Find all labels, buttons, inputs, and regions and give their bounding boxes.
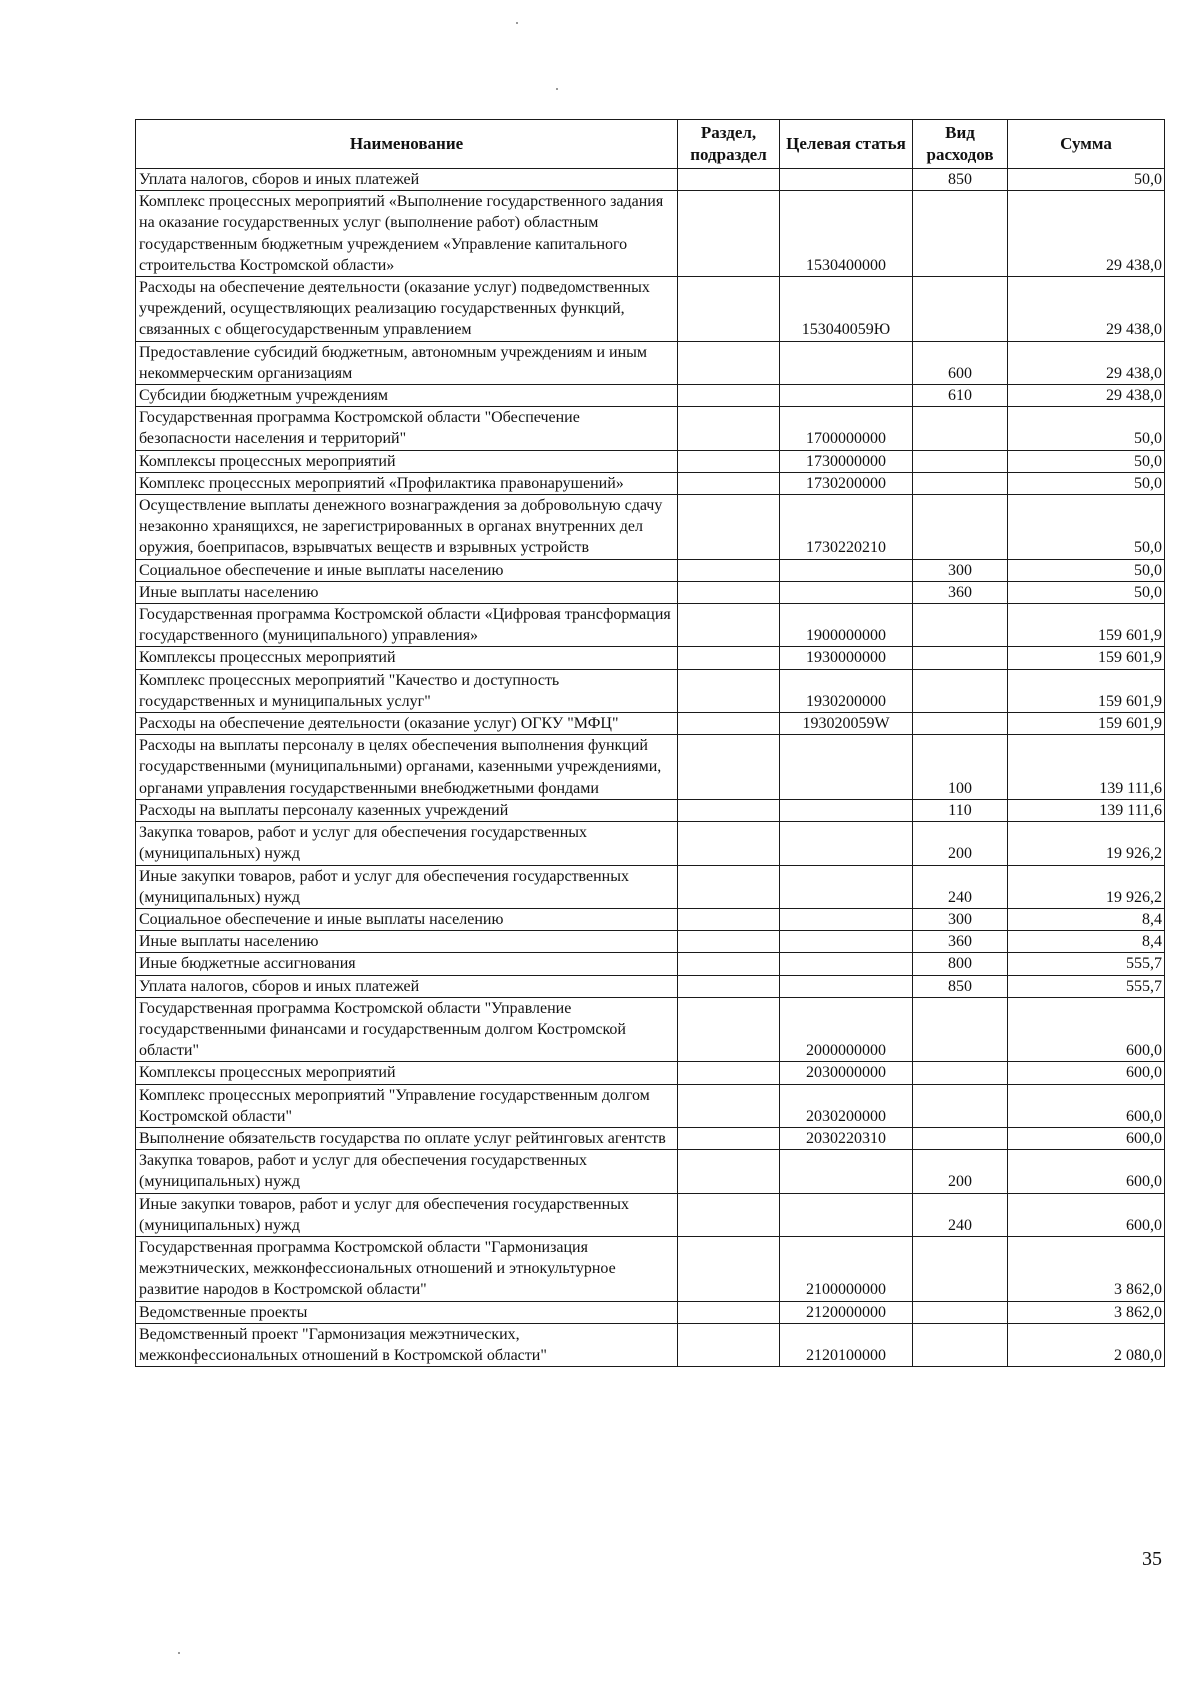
cell-section [678,1193,780,1236]
cell-target: 2030200000 [780,1084,913,1127]
table-row [136,1301,1165,1323]
cell-target: 1730220210 [780,495,913,560]
table-row [136,1236,1165,1301]
cell-section [678,472,780,494]
cell-section [678,1301,780,1323]
cell-kind: 100 [913,735,1008,800]
cell-kind [913,669,1008,712]
cell-sum: 159 601,9 [1008,669,1165,712]
table-header [136,120,1165,169]
cell-name: Ведомственный проект "Гармонизация межэтнических, межконфессиональных отношений в Костромской области" [136,1323,678,1366]
cell-section [678,647,780,669]
cell-kind: 200 [913,1150,1008,1193]
cell-name: Комплекс процессных мероприятий «Выполнение государственного задания на оказание государственных услуг (выполнение работ) областным государственным бюджетным учреждением «Управление капитального строительства Костромской области» [136,191,678,277]
cell-target [780,799,913,821]
cell-section [678,953,780,975]
cell-kind: 850 [913,975,1008,997]
table-row [136,559,1165,581]
cell-name: Комплексы процессных мероприятий [136,647,678,669]
cell-name: Государственная программа Костромской области "Обеспечение безопасности населения и территорий" [136,407,678,450]
cell-name: Иные выплаты населению [136,931,678,953]
table-row [136,975,1165,997]
cell-sum: 8,4 [1008,908,1165,930]
table-row [136,735,1165,800]
cell-target: 2030220310 [780,1127,913,1149]
cell-target [780,1193,913,1236]
cell-kind [913,1127,1008,1149]
table-row [136,953,1165,975]
cell-name: Расходы на обеспечение деятельности (оказание услуг) ОГКУ "МФЦ" [136,713,678,735]
cell-sum: 29 438,0 [1008,385,1165,407]
cell-sum: 159 601,9 [1008,713,1165,735]
cell-section [678,1150,780,1193]
table-row [136,1323,1165,1366]
cell-target: 153040059Ю [780,277,913,342]
cell-sum: 600,0 [1008,997,1165,1062]
cell-target [780,953,913,975]
cell-section [678,191,780,277]
cell-name: Субсидии бюджетным учреждениям [136,385,678,407]
table-row [136,1150,1165,1193]
cell-section [678,1127,780,1149]
cell-sum: 555,7 [1008,953,1165,975]
cell-name: Расходы на выплаты персоналу казенных учреждений [136,799,678,821]
cell-name: Социальное обеспечение и иные выплаты населению [136,908,678,930]
cell-section [678,1323,780,1366]
cell-kind [913,191,1008,277]
cell-target: 2000000000 [780,997,913,1062]
table-body [136,169,1165,1367]
cell-name: Предоставление субсидий бюджетным, автономным учреждениям и иным некоммерческим организациям [136,341,678,384]
cell-kind: 600 [913,341,1008,384]
header-section: Раздел, подраздел [678,120,780,169]
cell-name: Государственная программа Костромской области "Управление государственными финансами и государственным долгом Костромской области" [136,997,678,1062]
cell-name: Государственная программа Костромской области «Цифровая трансформация государственного (муниципального) управления» [136,604,678,647]
cell-kind [913,495,1008,560]
cell-section [678,799,780,821]
cell-target [780,559,913,581]
cell-kind [913,407,1008,450]
cell-section [678,495,780,560]
cell-kind: 800 [913,953,1008,975]
cell-section [678,1236,780,1301]
cell-section [678,735,780,800]
table-row [136,1084,1165,1127]
cell-name: Иные выплаты населению [136,581,678,603]
cell-sum: 8,4 [1008,931,1165,953]
cell-name: Комплексы процессных мероприятий [136,450,678,472]
table-row [136,822,1165,865]
cell-section [678,908,780,930]
table-row [136,341,1165,384]
cell-target [780,908,913,930]
cell-sum: 50,0 [1008,450,1165,472]
header-target: Целевая статья [780,120,913,169]
table-row [136,277,1165,342]
cell-target [780,1150,913,1193]
cell-section [678,385,780,407]
cell-target [780,341,913,384]
cell-kind [913,1236,1008,1301]
cell-sum: 50,0 [1008,581,1165,603]
cell-target: 193020059W [780,713,913,735]
cell-name: Комплекс процессных мероприятий "Управление государственным долгом Костромской области" [136,1084,678,1127]
table-row [136,1062,1165,1084]
cell-name: Уплата налогов, сборов и иных платежей [136,169,678,191]
cell-target [780,975,913,997]
page-number: 35 [1142,1548,1162,1570]
cell-sum: 29 438,0 [1008,277,1165,342]
header-row [136,120,1165,169]
header-sum: Сумма [1008,120,1165,169]
cell-section [678,997,780,1062]
cell-kind: 610 [913,385,1008,407]
cell-sum: 600,0 [1008,1127,1165,1149]
cell-target: 1930000000 [780,647,913,669]
cell-sum: 139 111,6 [1008,735,1165,800]
cell-target: 1700000000 [780,407,913,450]
cell-kind: 360 [913,581,1008,603]
cell-target [780,822,913,865]
scan-speck [178,1652,180,1654]
cell-sum: 555,7 [1008,975,1165,997]
cell-kind: 240 [913,1193,1008,1236]
cell-name: Иные бюджетные ассигнования [136,953,678,975]
cell-target: 2120100000 [780,1323,913,1366]
cell-target: 1930200000 [780,669,913,712]
cell-sum: 50,0 [1008,559,1165,581]
cell-kind: 360 [913,931,1008,953]
cell-name: Социальное обеспечение и иные выплаты населению [136,559,678,581]
cell-sum: 3 862,0 [1008,1236,1165,1301]
cell-section [678,865,780,908]
cell-name: Закупка товаров, работ и услуг для обеспечения государственных (муниципальных) нужд [136,1150,678,1193]
cell-target: 1730200000 [780,472,913,494]
cell-sum: 29 438,0 [1008,341,1165,384]
cell-kind: 200 [913,822,1008,865]
cell-sum: 159 601,9 [1008,604,1165,647]
cell-section [678,713,780,735]
cell-target [780,931,913,953]
table-row [136,1127,1165,1149]
table-row [136,472,1165,494]
header-name: Наименование [136,120,678,169]
cell-kind: 300 [913,908,1008,930]
cell-name: Расходы на выплаты персоналу в целях обеспечения выполнения функций государственными (муниципальными) органами, казенными учреждениями, органами управления государственными внебюджетными фондами [136,735,678,800]
cell-sum: 139 111,6 [1008,799,1165,821]
cell-target [780,169,913,191]
cell-name: Комплекс процессных мероприятий "Качество и доступность государственных и муниципальных услуг" [136,669,678,712]
table-row [136,407,1165,450]
cell-sum: 50,0 [1008,407,1165,450]
cell-name: Иные закупки товаров, работ и услуг для обеспечения государственных (муниципальных) нужд [136,1193,678,1236]
cell-sum: 29 438,0 [1008,191,1165,277]
cell-target: 1530400000 [780,191,913,277]
cell-kind: 850 [913,169,1008,191]
scan-speck [516,22,518,24]
cell-name: Ведомственные проекты [136,1301,678,1323]
cell-section [678,559,780,581]
table-row [136,385,1165,407]
cell-kind [913,1084,1008,1127]
cell-section [678,169,780,191]
cell-sum: 600,0 [1008,1193,1165,1236]
table-row [136,997,1165,1062]
cell-sum: 19 926,2 [1008,865,1165,908]
cell-section [678,604,780,647]
table-row [136,191,1165,277]
cell-section [678,277,780,342]
cell-target: 2100000000 [780,1236,913,1301]
cell-kind [913,604,1008,647]
cell-name: Комплексы процессных мероприятий [136,1062,678,1084]
table-row [136,169,1165,191]
cell-name: Расходы на обеспечение деятельности (оказание услуг) подведомственных учреждений, осуществляющих реализацию государственных функций, связанных с общегосударственным управлением [136,277,678,342]
cell-name: Иные закупки товаров, работ и услуг для обеспечения государственных (муниципальных) нужд [136,865,678,908]
cell-name: Комплекс процессных мероприятий «Профилактика правонарушений» [136,472,678,494]
cell-kind [913,997,1008,1062]
cell-kind [913,647,1008,669]
cell-name: Закупка товаров, работ и услуг для обеспечения государственных (муниципальных) нужд [136,822,678,865]
table-row [136,581,1165,603]
cell-name: Осуществление выплаты денежного вознаграждения за добровольную сдачу незаконно хранящихся, не зарегистрированных в органах внутренних дел оружия, боеприпасов, взрывчатых веществ и взрывных устройств [136,495,678,560]
cell-kind [913,1323,1008,1366]
cell-sum: 600,0 [1008,1150,1165,1193]
table-row [136,713,1165,735]
table-row [136,450,1165,472]
cell-name: Государственная программа Костромской области "Гармонизация межэтнических, межконфессиональных отношений и этнокультурное развитие народов в Костромской области" [136,1236,678,1301]
cell-target: 1900000000 [780,604,913,647]
cell-kind [913,1301,1008,1323]
cell-target: 1730000000 [780,450,913,472]
cell-kind: 110 [913,799,1008,821]
cell-section [678,581,780,603]
cell-section [678,669,780,712]
cell-sum: 159 601,9 [1008,647,1165,669]
table-row [136,799,1165,821]
cell-target: 2120000000 [780,1301,913,1323]
table-row [136,908,1165,930]
table-row [136,669,1165,712]
cell-kind [913,713,1008,735]
cell-target: 2030000000 [780,1062,913,1084]
table-row [136,931,1165,953]
cell-kind [913,472,1008,494]
table-row [136,1193,1165,1236]
cell-kind: 240 [913,865,1008,908]
table-row [136,865,1165,908]
cell-kind [913,1062,1008,1084]
table-row [136,647,1165,669]
cell-target [780,581,913,603]
cell-kind: 300 [913,559,1008,581]
cell-section [678,450,780,472]
cell-sum: 600,0 [1008,1084,1165,1127]
cell-sum: 600,0 [1008,1062,1165,1084]
cell-section [678,931,780,953]
cell-sum: 50,0 [1008,169,1165,191]
cell-sum: 50,0 [1008,472,1165,494]
cell-kind [913,450,1008,472]
cell-target [780,385,913,407]
table-row [136,604,1165,647]
cell-section [678,822,780,865]
cell-section [678,341,780,384]
cell-target [780,735,913,800]
cell-section [678,1062,780,1084]
scan-speck [556,88,558,90]
cell-sum: 3 862,0 [1008,1301,1165,1323]
cell-sum: 2 080,0 [1008,1323,1165,1366]
cell-kind [913,277,1008,342]
cell-sum: 50,0 [1008,495,1165,560]
cell-name: Выполнение обязательств государства по оплате услуг рейтинговых агентств [136,1127,678,1149]
table-row [136,495,1165,560]
cell-name: Уплата налогов, сборов и иных платежей [136,975,678,997]
cell-section [678,407,780,450]
budget-table [135,119,1165,1367]
cell-section [678,1084,780,1127]
cell-sum: 19 926,2 [1008,822,1165,865]
cell-target [780,865,913,908]
header-kind: Вид расходов [913,120,1008,169]
cell-section [678,975,780,997]
